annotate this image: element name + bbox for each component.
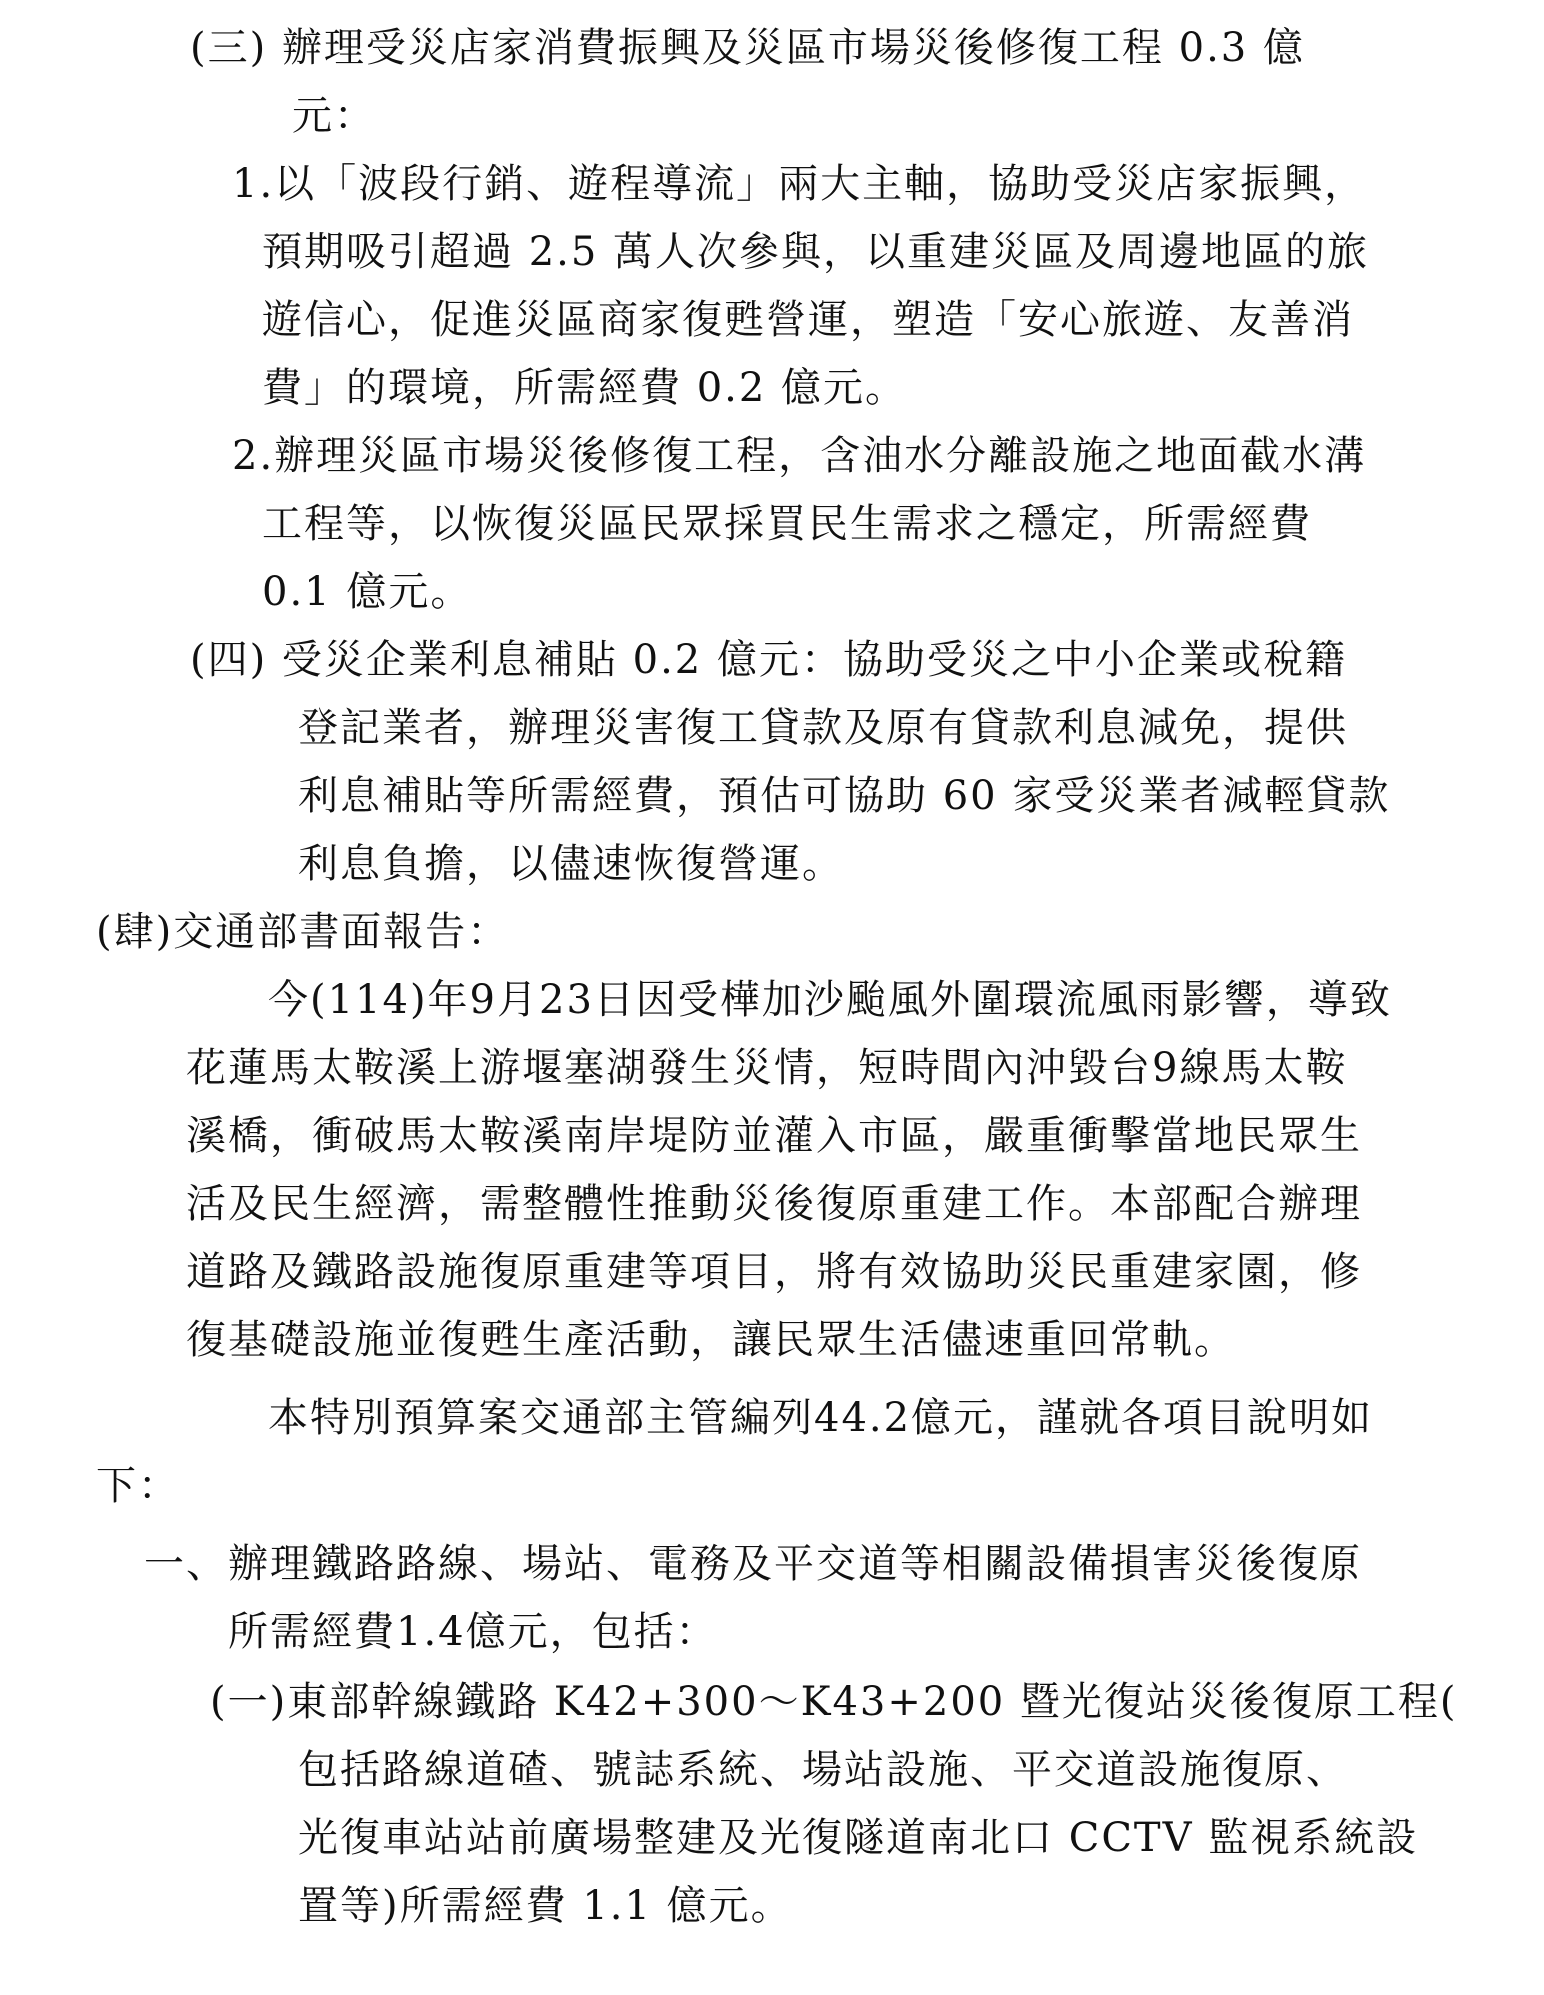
sub-item-one-line4: 置等)所需經費 1.1 億元。: [298, 1883, 793, 1929]
item-2-line3: 0.1 億元。: [262, 569, 473, 615]
sub-item-one-line2: 包括路線道碴、號誌系統、場站設施、平交道設施復原、: [298, 1747, 1348, 1793]
section-4-line4: 利息負擔，以儘速恢復營運。: [298, 841, 844, 887]
item-1-line3: 遊信心，促進災區商家復甦營運，塑造「安心旅遊、友善消: [262, 297, 1354, 343]
section-3-heading-line2: 元：: [292, 93, 376, 139]
paragraph-2-line1: 本特別預算案交通部主管編列44.2億元，謹就各項目說明如: [268, 1395, 1374, 1441]
item-1-line4: 費」的環境，所需經費 0.2 億元。: [262, 365, 908, 411]
section-4-line1: (四) 受災企業利息補貼 0.2 億元：協助受災之中小企業或稅籍: [190, 637, 1347, 683]
item-one-line1: 一、辦理鐵路路線、場站、電務及平交道等相關設備損害災後復原: [144, 1541, 1362, 1587]
paragraph-1-line6: 復基礎設施並復甦生產活動，讓民眾生活儘速重回常軌。: [186, 1317, 1236, 1363]
section-3-heading-line1: (三) 辦理受災店家消費振興及災區市場災後修復工程 0.3 億: [190, 25, 1305, 71]
item-1-line1: 1.以「波段行銷、遊程導流」兩大主軸，協助受災店家振興，: [232, 161, 1367, 207]
section-heading-transport: (肆)交通部書面報告：: [96, 909, 510, 955]
item-one-line2: 所需經費1.4億元，包括：: [228, 1609, 718, 1655]
sub-item-one-line3: 光復車站站前廣場整建及光復隧道南北口 CCTV 監視系統設: [298, 1815, 1419, 1861]
paragraph-2-line2: 下：: [96, 1463, 180, 1509]
sub-item-one-line1: (一)東部幹線鐵路 K42+300～K43+200 暨光復站災後復原工程(: [210, 1679, 1458, 1725]
item-1-line2: 預期吸引超過 2.5 萬人次參與，以重建災區及周邊地區的旅: [262, 229, 1370, 275]
paragraph-1-line4: 活及民生經濟，需整體性推動災後復原重建工作。本部配合辦理: [186, 1181, 1362, 1227]
paragraph-1-line1: 今(114)年9月23日因受樺加沙颱風外圍環流風雨影響，導致: [268, 977, 1392, 1023]
paragraph-1-line5: 道路及鐵路設施復原重建等項目，將有效協助災民重建家園，修: [186, 1249, 1362, 1295]
paragraph-1-line2: 花蓮馬太鞍溪上游堰塞湖發生災情，短時間內沖毀台9線馬太鞍: [186, 1045, 1348, 1091]
section-4-line3: 利息補貼等所需經費，預估可協助 60 家受災業者減輕貸款: [298, 773, 1391, 819]
item-2-line1: 2.辦理災區市場災後修復工程，含油水分離設施之地面截水溝: [232, 433, 1367, 479]
section-4-line2: 登記業者，辦理災害復工貸款及原有貸款利息減免，提供: [298, 705, 1348, 751]
item-2-line2: 工程等，以恢復災區民眾採買民生需求之穩定，所需經費: [262, 501, 1312, 547]
paragraph-1-line3: 溪橋，衝破馬太鞍溪南岸堤防並灌入市區，嚴重衝擊當地民眾生: [186, 1113, 1362, 1159]
